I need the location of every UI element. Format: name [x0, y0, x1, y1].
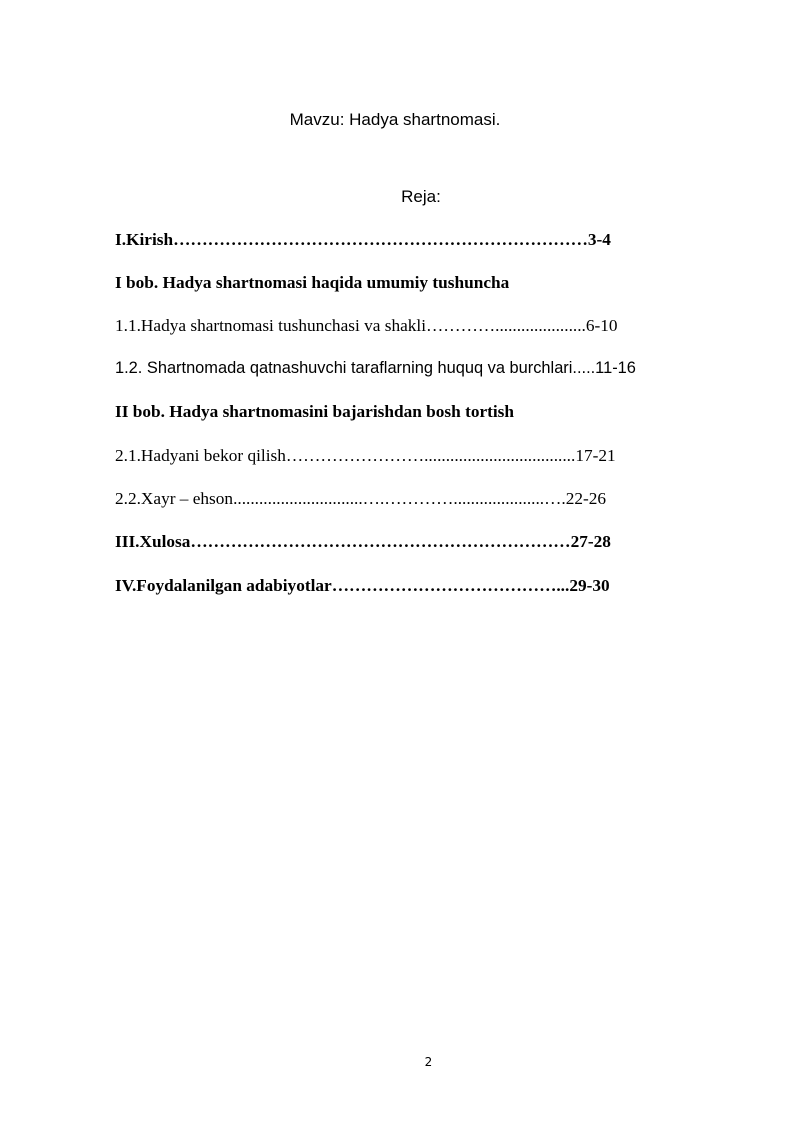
toc-entry-introduction: I.Kirish………………………………………………………………3-4	[115, 230, 611, 249]
toc-entry-chapter-1: I bob. Hadya shartnomasi haqida umumiy tushuncha	[115, 273, 510, 292]
toc-entry-references: IV.Foydalanilgan adabiyotlar…………………………………...29-30	[115, 576, 610, 595]
toc-entry-section-2-1: 2.1.Hadyani bekor qilish……………………...................................17-21	[115, 446, 616, 465]
toc-entry-section-1-2: 1.2. Shartnomada qatnashuvchi taraflarning huquq va burchlari.....11-16	[115, 359, 636, 377]
plan-title: Reja:	[401, 187, 441, 206]
toc-entry-conclusion: III.Xulosa…………………………………………………………27-28	[115, 532, 611, 551]
toc-entry-chapter-2: II bob. Hadya shartnomasini bajarishdan bosh tortish	[115, 402, 515, 421]
toc-entry-section-1-1: 1.1.Hadya shartnomasi tushunchasi va shakli………….....................6-10	[115, 316, 618, 335]
document-topic: Mavzu: Hadya shartnomasi.	[289, 110, 501, 129]
page-number: 2	[424, 1055, 433, 1069]
toc-entry-section-2-2: 2.2.Xayr – ehson..............................….………….....................….22-26	[115, 489, 607, 508]
